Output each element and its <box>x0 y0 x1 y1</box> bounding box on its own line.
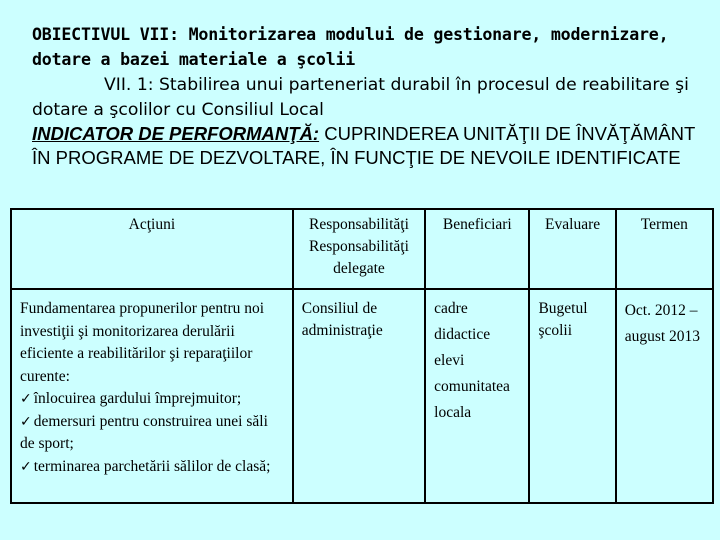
beneficiar-item: elevi <box>434 352 465 369</box>
cell-termen: Oct. 2012 – august 2013 <box>616 289 712 502</box>
checkmark-icon: ✓ <box>20 413 32 430</box>
header-evaluare: Evaluare <box>529 210 615 289</box>
table-header-row <box>12 210 712 289</box>
actiuni-item-text: terminarea parchetării sălilor de clasă; <box>33 457 271 475</box>
action-plan-table <box>10 208 714 504</box>
indicator-label: INDICATOR DE PERFORMANŢĂ: <box>32 123 320 144</box>
actiuni-item <box>20 388 284 411</box>
beneficiar-item: cadre didactice <box>434 300 491 343</box>
header-responsabilitati-label: Responsabilităţi <box>309 216 409 233</box>
header-responsabilitati <box>293 210 425 289</box>
actiuni-item-text: demersuri pentru construirea unei săli de sport; <box>20 412 268 452</box>
header-termen: Termen <box>616 210 712 289</box>
actiuni-item <box>20 411 284 456</box>
subobjective: VII. 1: Stabilirea unui parteneriat durabil în procesul de reabilitare şi dotare a şcolilor cu Consiliul Local <box>32 75 689 120</box>
actiuni-item <box>20 456 284 479</box>
objective-title: OBIECTIVUL VII: Monitorizarea modului de gestionare, modernizare, dotare a bazei materiale a şcolii <box>32 25 669 69</box>
header-beneficiari: Beneficiari <box>425 210 529 289</box>
heading <box>32 22 702 170</box>
indicator-text: CUPRINDEREA UNITĂŢII DE ÎNVĂŢĂMÂNT ÎN PROGRAME DE DEZVOLTARE, ÎN FUNCŢIE DE NEVOILE IDENTIFICATE <box>32 123 695 168</box>
cell-beneficiari <box>425 289 529 502</box>
actiuni-item-text: înlocuirea gardului împrejmuitor; <box>33 390 242 407</box>
checkmark-icon: ✓ <box>20 458 32 475</box>
actiuni-intro: Fundamentarea propunerilor pentru noi investiţii şi monitorizarea derulării eficiente a reabilitărilor şi reparaţiilor curente: <box>20 300 265 385</box>
table-row <box>12 289 712 502</box>
checkmark-icon: ✓ <box>20 391 32 407</box>
header-responsabilitati-delegate: Responsabilităţi delegate <box>309 238 409 277</box>
cell-responsabilitati: Consiliul de administraţie <box>293 289 425 502</box>
beneficiar-item: comunitatea locala <box>434 378 510 421</box>
header-actiuni: Acţiuni <box>12 210 293 289</box>
cell-actiuni <box>12 289 293 502</box>
cell-evaluare: Bugetul şcolii <box>529 289 615 502</box>
